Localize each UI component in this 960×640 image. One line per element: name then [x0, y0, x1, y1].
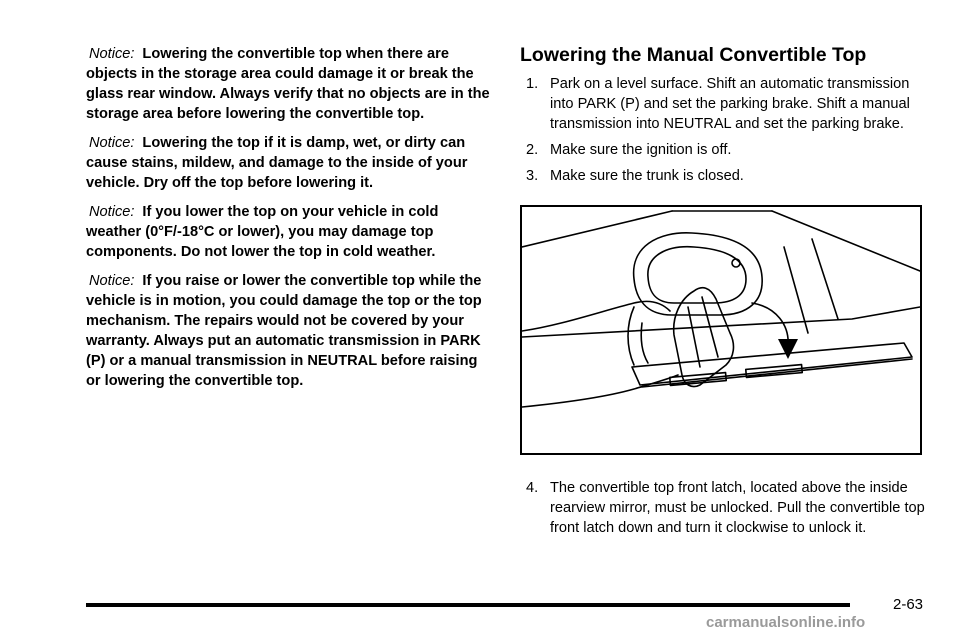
- latch-drawing: [522, 207, 920, 453]
- instructions-column: [520, 42, 926, 192]
- notice-text: If you raise or lower the convertible top while the vehicle is in motion, you could damage the top or the top mechanism. The repairs would not be covered by your warranty. Always put an automatic transmission in PARK (P) or a manual transmission in NEUTRAL before raising or lowering the convertible top.: [86, 273, 482, 389]
- step-4: [520, 478, 926, 544]
- notices-column: [86, 44, 496, 400]
- notice-storage-area: [86, 44, 496, 124]
- step-number: 3.: [526, 168, 539, 184]
- notice-label: Notice:: [89, 135, 135, 151]
- notice-text: If you lower the top on your vehicle in cold weather (0°F/-18°C or lower), you may damage top components. Do not lower the top in cold weather.: [86, 204, 439, 260]
- step-text: Make sure the trunk is closed.: [550, 168, 744, 184]
- step-2: [520, 140, 926, 160]
- footer-rule: [86, 603, 850, 607]
- notice-label: Notice:: [89, 46, 135, 62]
- step-number: 1.: [526, 76, 539, 92]
- step-4-row: [520, 478, 926, 538]
- step-number: 4.: [526, 480, 539, 496]
- notice-label: Notice:: [89, 204, 135, 220]
- notice-cold-weather: [86, 202, 496, 262]
- notice-label: Notice:: [89, 273, 135, 289]
- watermark: carmanualsonline.info: [706, 614, 866, 631]
- step-text: Park on a level surface. Shift an automatic transmission into PARK (P) and set the parking brake. Shift a manual transmission into NEUTRAL and set the parking brake.: [550, 76, 910, 132]
- page-number: 2-63: [893, 596, 924, 613]
- section-heading: Lowering the Manual Convertible Top: [520, 44, 867, 66]
- step-text: Make sure the ignition is off.: [550, 142, 732, 158]
- step-text: The convertible top front latch, located above the inside rearview mirror, must be unlocked. Pull the convertible top front latch down and turn it clockwise to unlock it.: [550, 480, 925, 536]
- step-number: 2.: [526, 142, 539, 158]
- latch-illustration: [520, 205, 922, 455]
- notice-text: Lowering the top if it is damp, wet, or dirty can cause stains, mildew, and damage to the inside of your vehicle. Dry off the top before lowering it.: [86, 135, 468, 191]
- clockwise-arrow-icon: [778, 339, 798, 359]
- notice-vehicle-motion: [86, 271, 496, 391]
- step-3: [520, 166, 926, 186]
- notice-text: Lowering the convertible top when there are objects in the storage area could damage it or break the glass rear window. Always verify that no objects are in the storage area before lowering the convertible top.: [86, 46, 490, 122]
- step-1: [520, 74, 926, 134]
- notice-damp-top: [86, 133, 496, 193]
